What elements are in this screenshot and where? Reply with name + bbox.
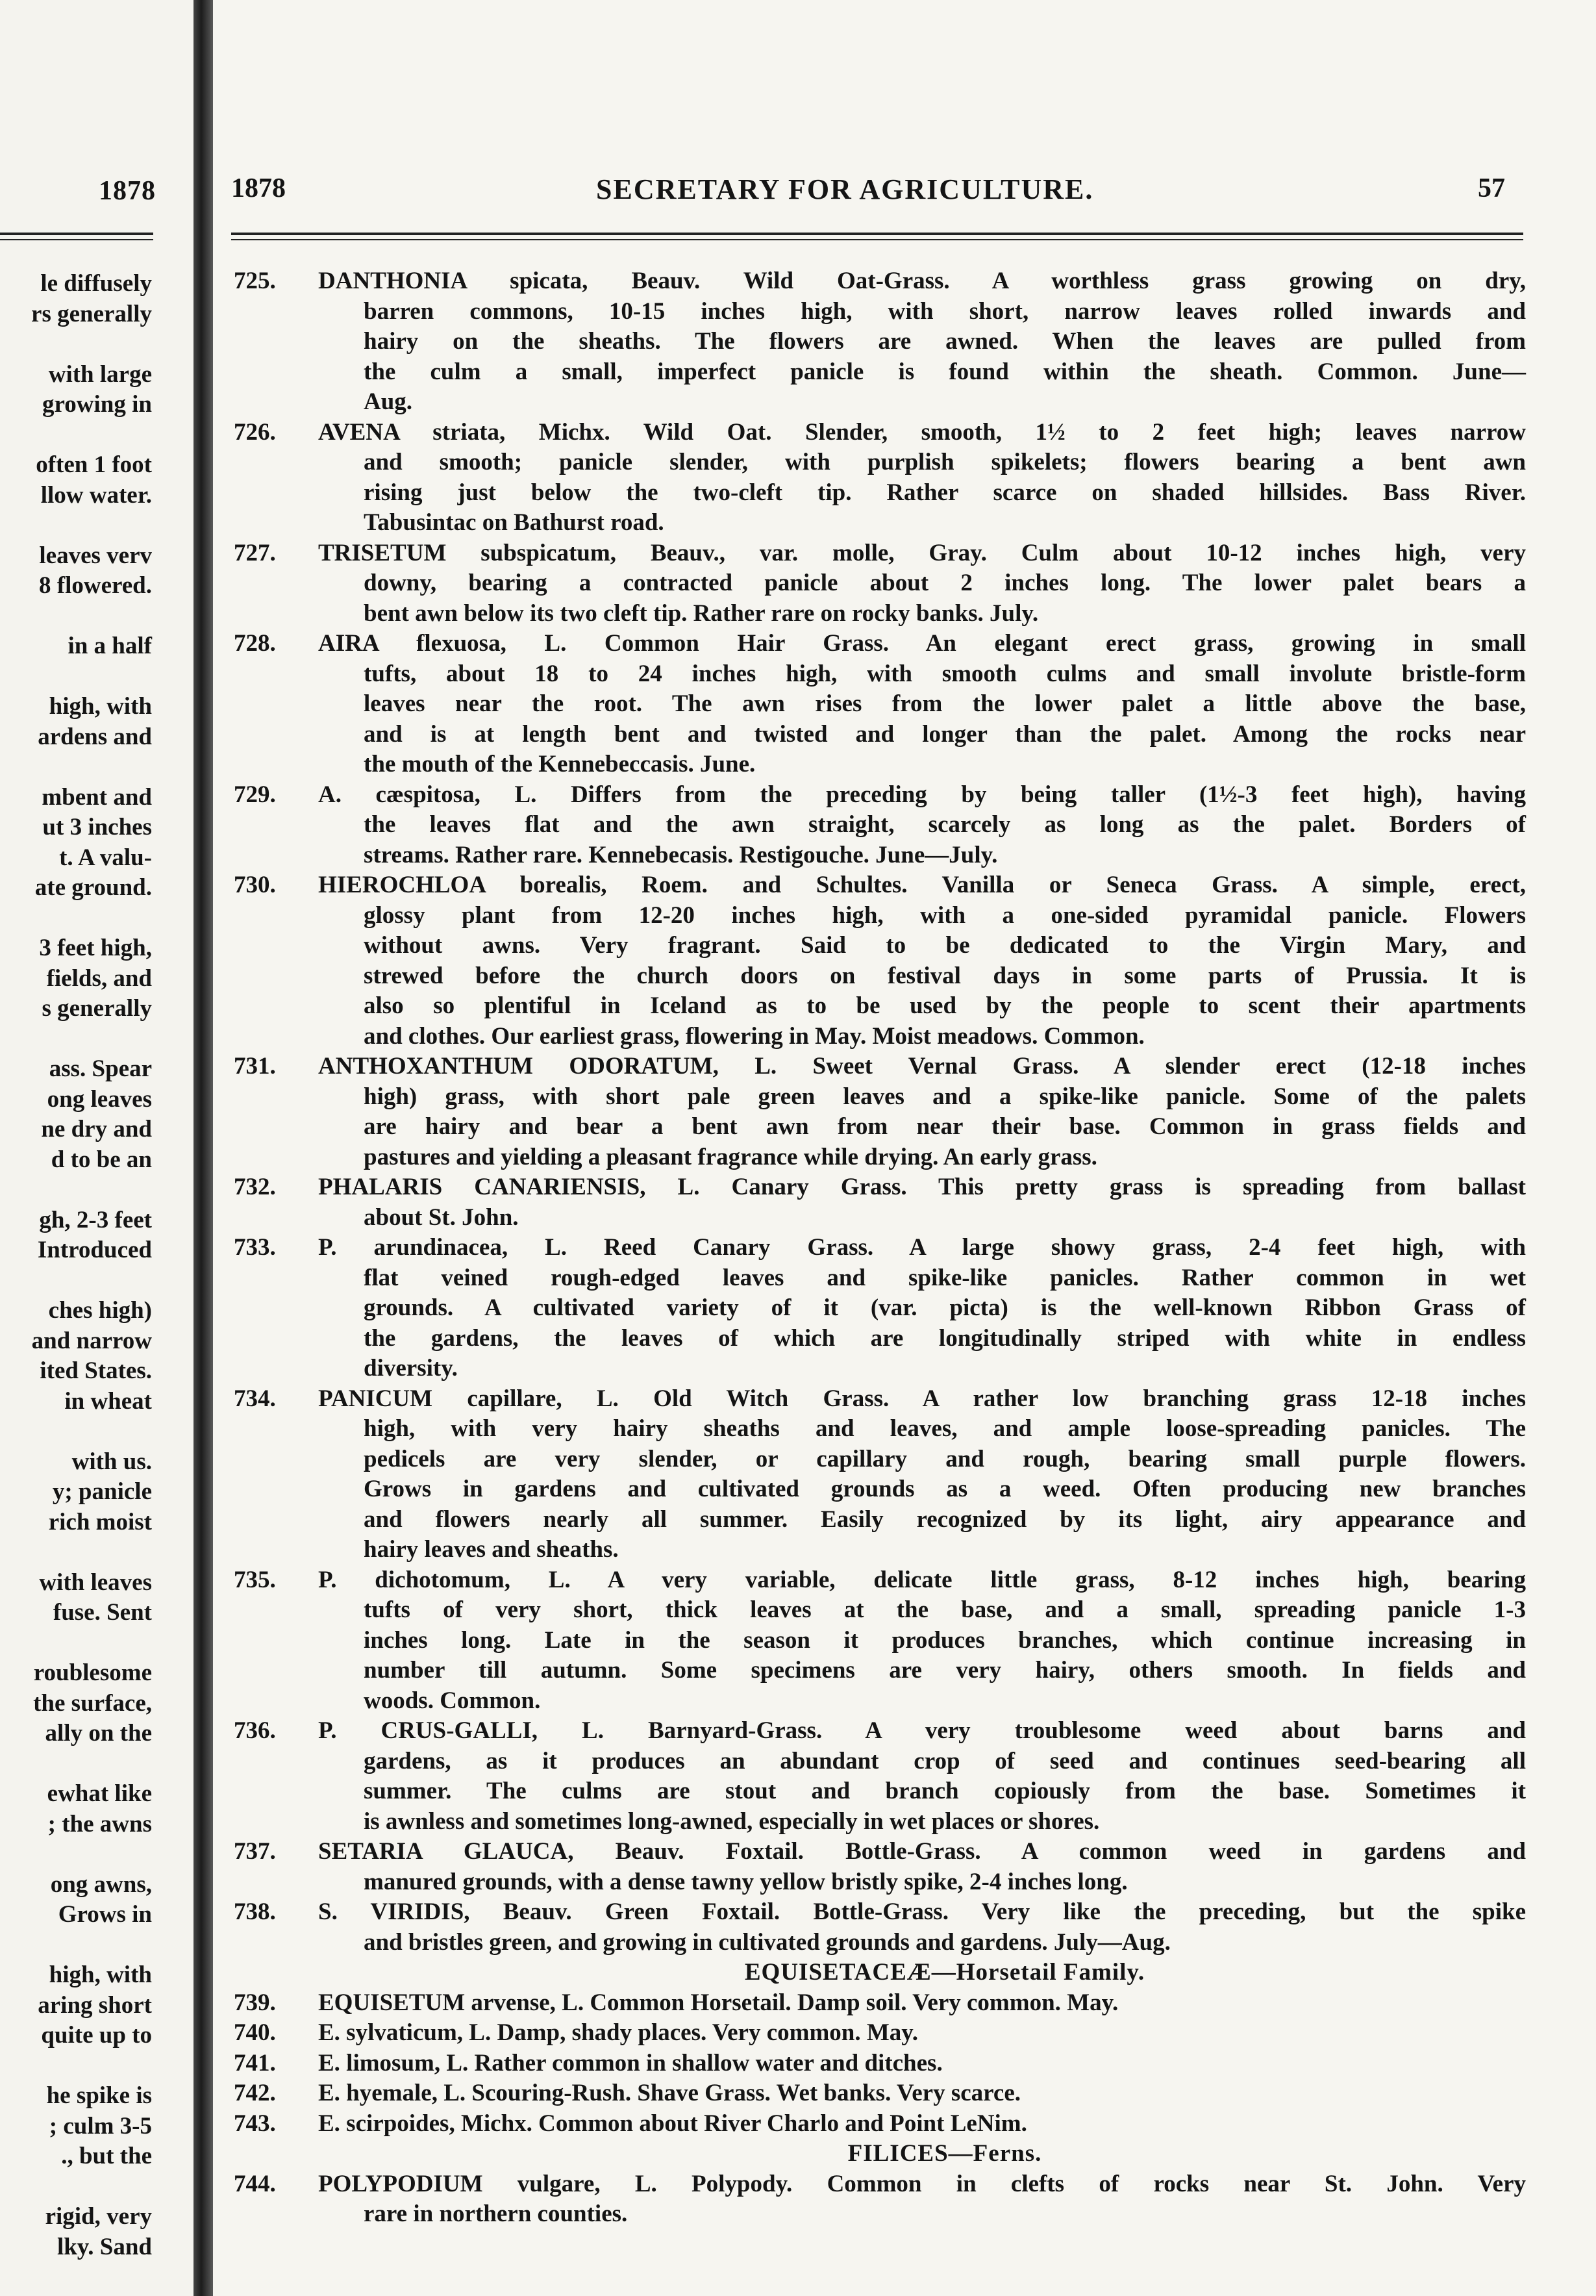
species-entry [234, 418, 1526, 538]
left-page-line: ong leaves [47, 1085, 152, 1113]
left-page-line: 8 flowered. [39, 572, 152, 599]
family-heading: FILICES—Ferns. [847, 2140, 1042, 2167]
entry-line: summer. The culms are stout and branch copiously from the base. Sometimes it [364, 1778, 1526, 1804]
entry-line: hairy leaves and sheaths. [364, 1536, 619, 1563]
entry-line: and is at length bent and twisted and longer than the palet. Among the rocks near [364, 720, 1526, 748]
left-page-line: in a half [68, 633, 152, 659]
left-page-line [0, 1266, 152, 1296]
left-page-line: ate ground. [34, 874, 152, 901]
entry-line: rising just below the two-cleft tip. Rather scarce on shaded hillsides. Bass River. [364, 479, 1526, 506]
entry-number: 733. [234, 1234, 276, 1261]
left-page-line [0, 1417, 152, 1447]
entry-line: diversity. [364, 1355, 458, 1381]
entry-line: leaves near the root. The awn rises from the lower palet a little above the base, [364, 690, 1526, 717]
entry-line: the culm a small, imperfect panicle is found within the sheath. Common. June— [364, 358, 1526, 385]
left-page-line: he spike is [46, 2082, 152, 2109]
left-page-line: the surface, [33, 1689, 152, 1717]
left-page-line: fields, and [46, 965, 152, 992]
entry-number: 737. [234, 1838, 276, 1865]
left-page-line [0, 1175, 152, 1205]
entry-number: 741. [234, 2049, 276, 2076]
left-page-line: ne dry and [41, 1116, 152, 1142]
left-page-line: ally on the [45, 1720, 152, 1747]
entry-number: 730. [234, 872, 276, 898]
left-header-rule [0, 233, 153, 235]
entry-line: hairy on the sheaths. The flowers are awned. When the leaves are pulled from [364, 328, 1526, 355]
entry-line: are hairy and bear a bent awn from near their base. Common in grass fields and [364, 1113, 1526, 1140]
left-page-line [0, 1749, 152, 1780]
entry-line: A. cæspitosa, L. Differs from the preceding by being taller (1½-3 feet high), having [318, 781, 1526, 808]
entry-line: rare in northern counties. [364, 2201, 628, 2227]
entry-line: PANICUM capillare, L. Old Witch Grass. A rather low branching grass 12-18 inches [318, 1385, 1526, 1412]
entry-number: 727. [234, 539, 276, 566]
entry-line: the mouth of the Kennebeccasis. June. [364, 751, 756, 777]
entry-line: also so plentiful in Iceland as to be used by the people to scent their apartments [364, 992, 1526, 1019]
left-page-line: y; panicle [52, 1478, 152, 1505]
left-page-line: growing in [42, 391, 152, 418]
left-page-year: 1878 [99, 176, 156, 206]
left-page-line [0, 511, 152, 541]
entry-line: DANTHONIA spicata, Beauv. Wild Oat-Grass. A worthless grass growing on dry, [318, 268, 1526, 294]
entry-line: Tabusintac on Bathurst road. [364, 509, 664, 536]
entry-line: SETARIA GLAUCA, Beauv. Foxtail. Bottle-Grass. A common weed in gardens and [318, 1838, 1526, 1865]
entry-number: 740. [234, 2019, 276, 2046]
entry-line: flat veined rough-edged leaves and spike-like panicles. Rather common in wet [364, 1264, 1526, 1291]
left-page-line: roublesome [33, 1659, 152, 1686]
entry-line: Aug. [364, 388, 413, 415]
left-page-line [0, 1537, 152, 1568]
entry-line: S. VIRIDIS, Beauv. Green Foxtail. Bottle-Grass. Very like the preceding, but the spike [318, 1899, 1526, 1925]
left-page-line: Grows in [58, 1901, 152, 1928]
species-entry [234, 1897, 1526, 1958]
entry-line: grounds. A cultivated variety of it (var. picta) is the well-known Ribbon Grass of [364, 1294, 1526, 1321]
entry-line: POLYPODIUM vulgare, L. Polypody. Common in clefts of rocks near St. John. Very [318, 2170, 1526, 2197]
left-page-line [0, 752, 152, 783]
entry-line: the leaves flat and the awn straight, scarcely as long as the palet. Borders of [364, 811, 1526, 838]
entry-line: EQUISETUM arvense, L. Common Horsetail. Damp soil. Very common. May. [318, 1989, 1119, 2016]
entry-number: 734. [234, 1385, 276, 1412]
entry-number: 725. [234, 268, 276, 294]
left-page-line: high, with [49, 693, 152, 720]
species-entry [234, 1172, 1526, 1233]
header-title: SECRETARY FOR AGRICULTURE. [596, 173, 1094, 205]
species-entry [234, 538, 1526, 629]
header-year: 1878 [231, 173, 286, 203]
left-page-line: ; the awns [47, 1810, 152, 1837]
entry-line: TRISETUM subspicatum, Beauv., var. molle, Gray. Culm about 10-12 inches high, very [318, 539, 1526, 566]
entry-line: E. sylvaticum, L. Damp, shady places. Very common. May. [318, 2019, 919, 2046]
left-page-fragment [0, 0, 193, 2296]
entry-line: and smooth; panicle slender, with purplish spikelets; flowers bearing a bent awn [364, 449, 1526, 475]
species-entry [234, 2078, 1526, 2109]
left-page-line: ong awns, [50, 1871, 152, 1898]
left-page-line: with leaves [39, 1569, 152, 1596]
left-page-line: 3 feet high, [39, 935, 152, 961]
entry-number: 738. [234, 1899, 276, 1925]
left-page-line: leaves verv [39, 542, 152, 569]
entry-number: 735. [234, 1566, 276, 1593]
entry-line: and clothes. Our earliest grass, flowering in May. Moist meadows. Common. [364, 1022, 1145, 1050]
right-page [213, 0, 1596, 2296]
entry-line: tufts, about 18 to 24 inches high, with smooth culms and small involute bristle-form [364, 660, 1526, 687]
left-page-line: rich moist [48, 1508, 152, 1535]
left-page-line: t. A valu- [59, 844, 152, 871]
entry-line: downy, bearing a contracted panicle about 2 inches long. The lower palet bears a [364, 570, 1526, 596]
species-entry [234, 2169, 1526, 2230]
entry-line: PHALARIS CANARIENSIS, L. Canary Grass. This pretty grass is spreading from ballast [318, 1174, 1526, 1200]
left-page-line: s generally [42, 995, 152, 1022]
entry-line: P. CRUS-GALLI, L. Barnyard-Grass. A very troublesome weed about barns and [318, 1717, 1526, 1744]
entry-line: glossy plant from 12-20 inches high, with a one-sided pyramidal panicle. Flowers [364, 902, 1526, 929]
left-page-line: and narrow [31, 1327, 152, 1354]
left-page-line: ardens and [38, 723, 152, 750]
species-entry [234, 2049, 1526, 2079]
left-page-text [0, 269, 152, 2262]
left-page-line: with large [48, 360, 152, 388]
entry-line: and flowers nearly all summer. Easily recognized by its light, airy appearance and [364, 1506, 1526, 1533]
left-page-line: ; culm 3-5 [49, 2112, 152, 2139]
species-entry [234, 1233, 1526, 1384]
entry-line: E. hyemale, L. Scouring-Rush. Shave Grass. Wet banks. Very scarce. [318, 2080, 1021, 2106]
entry-line: P. dichotomum, L. A very variable, delicate little grass, 8-12 inches high, bearing [318, 1566, 1526, 1593]
entry-number: 743. [234, 2110, 276, 2137]
entry-line: gardens, as it produces an abundant crop of seed and continues seed-bearing all [364, 1747, 1526, 1774]
left-page-line [0, 1024, 152, 1055]
entry-line: pastures and yielding a pleasant fragrance while drying. An early grass. [364, 1143, 1097, 1170]
species-entry [234, 266, 1526, 418]
left-page-line: ass. Spear [49, 1055, 152, 1082]
left-page-line [0, 903, 152, 934]
species-list [234, 266, 1526, 2230]
entry-line: high, with very hairy sheaths and leaves, and ample loose-spreading panicles. The [364, 1415, 1526, 1442]
left-page-line [0, 1930, 152, 1961]
left-page-line: d to be an [51, 1146, 152, 1173]
left-page-line: llow water. [40, 481, 152, 509]
left-page-line: with us. [71, 1448, 152, 1475]
left-page-line: quite up to [41, 2022, 152, 2049]
species-entry [234, 1052, 1526, 1172]
entry-line: and bristles green, and growing in cultivated grounds and gardens. July—Aug. [364, 1928, 1171, 1956]
header-rule-thin [231, 239, 1523, 240]
left-page-line [0, 420, 152, 451]
page-number: 57 [1478, 173, 1505, 203]
left-page-line [0, 1839, 152, 1870]
species-entry [234, 780, 1526, 871]
entry-line: bent awn below its two cleft tip. Rather rare on rocky banks. July. [364, 599, 1039, 627]
left-page-line: aring short [38, 1991, 152, 2019]
entry-line: is awnless and sometimes long-awned, especially in wet places or shores. [364, 1808, 1100, 1835]
species-entry [234, 629, 1526, 780]
species-entry [234, 870, 1526, 1052]
entry-line: streams. Rather rare. Kennebecasis. Restigouche. June—July. [364, 841, 998, 868]
left-page-line: in wheat [64, 1387, 152, 1415]
entry-line: ANTHOXANTHUM ODORATUM, L. Sweet Vernal Grass. A slender erect (12-18 inches [318, 1053, 1526, 1079]
species-entry [234, 1988, 1526, 2019]
left-page-line: rs generally [31, 300, 152, 327]
book-gutter [193, 0, 213, 2296]
entry-line: manured grounds, with a dense tawny yellow bristly spike, 2-4 inches long. [364, 1868, 1128, 1895]
entry-line: about St. John. [364, 1204, 519, 1231]
species-entry [234, 2018, 1526, 2049]
left-page-line: gh, 2-3 feet [39, 1206, 152, 1233]
running-header [213, 173, 1596, 212]
left-page-line: rigid, very [45, 2203, 152, 2230]
left-page-line: le diffusely [40, 270, 152, 297]
entry-line: HIEROCHLOA borealis, Roem. and Schultes. Vanilla or Seneca Grass. A simple, erect, [318, 872, 1526, 898]
entry-number: 732. [234, 1174, 276, 1200]
entry-line: barren commons, 10-15 inches high, with short, narrow leaves rolled inwards and [364, 297, 1526, 325]
left-page-line: fuse. Sent [53, 1599, 152, 1626]
entry-number: 728. [234, 630, 276, 657]
entry-number: 742. [234, 2080, 276, 2106]
entry-line: tufts of very short, thick leaves at the base, and a small, spreading panicle 1-3 [364, 1596, 1526, 1623]
family-heading: EQUISETACEÆ—Horsetail Family. [744, 1959, 1145, 1986]
header-rule-thick [231, 233, 1523, 235]
left-page-line: high, with [49, 1962, 152, 1988]
entry-line: inches long. Late in the season it produces branches, which continue increasing in [364, 1626, 1526, 1654]
left-page-line: ewhat like [47, 1780, 152, 1807]
entry-line: Grows in gardens and cultivated grounds as a weed. Often producing new branches [364, 1476, 1526, 1502]
entry-number: 736. [234, 1717, 276, 1744]
entry-number: 726. [234, 418, 276, 446]
entry-line: E. limosum, L. Rather common in shallow water and ditches. [318, 2049, 943, 2076]
entry-line: without awns. Very fragrant. Said to be dedicated to the Virgin Mary, and [364, 932, 1526, 959]
entry-line: high) grass, with short pale green leaves and a spike-like panicle. Some of the palets [364, 1083, 1526, 1110]
species-entry [234, 1716, 1526, 1837]
left-page-line [0, 1628, 152, 1659]
left-page-line [0, 601, 152, 632]
entry-number: 731. [234, 1053, 276, 1079]
left-page-line [0, 2051, 152, 2082]
entry-line: E. scirpoides, Michx. Common about River Charlo and Point LeNim. [318, 2110, 1027, 2137]
entry-number: 729. [234, 781, 276, 808]
left-page-line: ., but the [61, 2143, 152, 2169]
left-page-line [0, 2172, 152, 2202]
left-page-line: often 1 foot [36, 451, 152, 478]
entry-line: P. arundinacea, L. Reed Canary Grass. A large showy grass, 2-4 feet high, with [318, 1234, 1526, 1261]
entry-line: number till autumn. Some specimens are very hairy, others smooth. In fields and [364, 1657, 1526, 1684]
left-page-line: Introduced [37, 1237, 152, 1263]
entry-line: the gardens, the leaves of which are longitudinally striped with white in endless [364, 1324, 1526, 1352]
entry-number: 739. [234, 1989, 276, 2016]
left-page-line [0, 662, 152, 692]
left-page-line: ches high) [48, 1297, 152, 1324]
left-page-line: ited States. [40, 1357, 152, 1384]
left-page-line: lky. Sand [56, 2233, 152, 2260]
entry-line: AVENA striata, Michx. Wild Oat. Slender, smooth, 1½ to 2 feet high; leaves narrow [318, 418, 1526, 446]
left-page-line: mbent and [42, 783, 152, 811]
species-entry [234, 1837, 1526, 1897]
left-header-rule-thin [0, 239, 153, 240]
entry-line: woods. Common. [364, 1687, 541, 1714]
left-page-line [0, 329, 152, 360]
entry-line: strewed before the church doors on festival days in some parts of Prussia. It is [364, 962, 1526, 989]
entry-line: AIRA flexuosa, L. Common Hair Grass. An elegant erect grass, growing in small [318, 630, 1526, 657]
entry-number: 744. [234, 2170, 276, 2197]
species-entry [234, 1384, 1526, 1565]
left-page-line: ut 3 inches [42, 814, 152, 840]
species-entry [234, 2109, 1526, 2139]
species-entry [234, 1565, 1526, 1717]
entry-line: pedicels are very slender, or capillary and rough, bearing small purple flowers. [364, 1445, 1526, 1472]
